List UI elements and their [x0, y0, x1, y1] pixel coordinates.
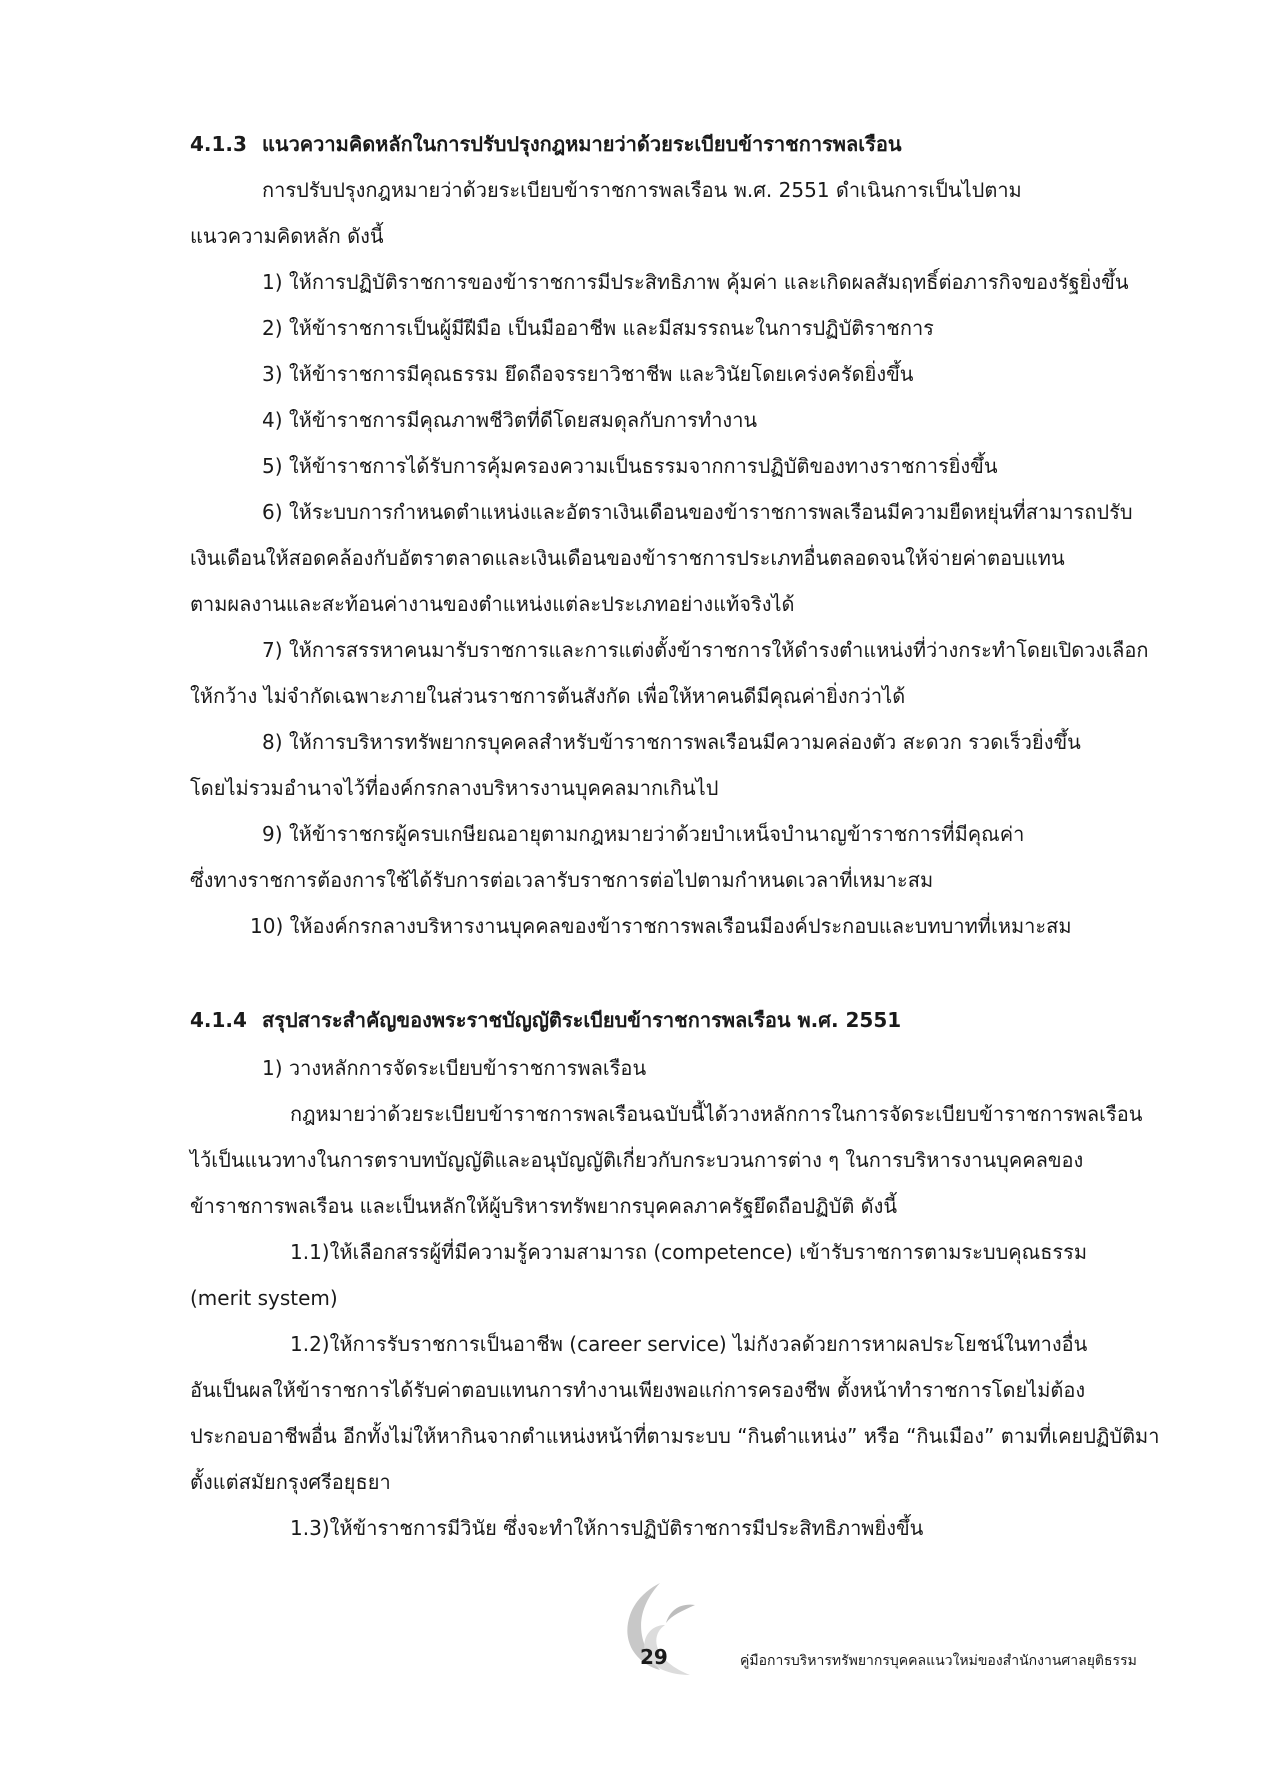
section-414-heading [190, 1008, 901, 1032]
point-1-2-line2: อันเป็นผลให้ข้าราชการได้รับค่าตอบแทนการทำงานเพียงพอแก่การครองชีพ ตั้งหน้าทำราชการโดยไม่ต้อง [190, 1378, 1086, 1402]
point-1-2-line4: ตั้งแต่สมัยกรุงศรีอยุธยา [190, 1470, 391, 1494]
list-item-7-line2: ให้กว้าง ไม่จำกัดเฉพาะภายในส่วนราชการต้นสังกัด เพื่อให้หาคนดีมีคุณค่ายิ่งกว่าได้ [190, 684, 906, 708]
section-414-para-line2: ไว้เป็นแนวทางในการตราบทบัญญัติและอนุบัญญัติเกี่ยวกับกระบวนการต่าง ๆ ในการบริหารงานบุคคลของ [190, 1148, 1084, 1172]
list-item-7-line1: 7) ให้การสรรหาคนมารับราชการและการแต่งตั้งข้าราชการให้ดำรงตำแหน่งที่ว่างกระทำโดยเปิดวงเลือก [262, 638, 1149, 662]
point-1-2-line1: 1.2)ให้การรับราชการเป็นอาชีพ (career service) ไม่กังวลด้วยการหาผลประโยชน์ในทางอื่น [290, 1332, 1088, 1356]
point-1-1-line2: (merit system) [190, 1286, 338, 1310]
list-item-6-line1: 6) ให้ระบบการกำหนดตำแหน่งและอัตราเงินเดือนของข้าราชการพลเรือนมีความยืดหยุ่นที่สามารถปรับ [262, 500, 1133, 524]
section-414-title: สรุปสาระสำคัญของพระราชบัญญัติระเบียบข้าราชการพลเรือน พ.ศ. 2551 [262, 1008, 902, 1032]
list-item-1: 1) ให้การปฏิบัติราชการของข้าราชการมีประสิทธิภาพ คุ้มค่า และเกิดผลสัมฤทธิ์ต่อภารกิจของรัฐยิ่งขึ้น [262, 270, 1129, 294]
list-item-9-line1: 9) ให้ข้าราชกรผู้ครบเกษียณอายุตามกฎหมายว่าด้วยบำเหน็จบำนาญข้าราชการที่มีคุณค่า [262, 822, 1025, 846]
point-1-2-line3: ประกอบอาชีพอื่น อีกทั้งไม่ให้หากินจากตำแหน่งหน้าที่ตามระบบ “กินตำแหน่ง” หรือ “กินเมือง” ตามที่เคยปฏิบัติมา [190, 1424, 1160, 1448]
list-item-6-line2: เงินเดือนให้สอดคล้องกับอัตราตลาดและเงินเดือนของข้าราชการประเภทอื่นตลอดจนให้จ่ายค่าตอบแทน [190, 546, 1065, 570]
section-414-number: 4.1.4 [190, 1008, 247, 1032]
section-413-intro-line2: แนวความคิดหลัก ดังนี้ [190, 224, 384, 248]
list-item-2: 2) ให้ข้าราชการเป็นผู้มีฝีมือ เป็นมืออาชีพ และมีสมรรถนะในการปฏิบัติราชการ [262, 316, 934, 340]
section-413-number: 4.1.3 [190, 132, 247, 156]
list-item-8-line1: 8) ให้การบริหารทรัพยากรบุคคลสำหรับข้าราชการพลเรือนมีความคล่องตัว สะดวก รวดเร็วยิ่งขึ้น [262, 730, 1081, 754]
point-1-3-line1: 1.3)ให้ข้าราชการมีวินัย ซึ่งจะทำให้การปฏิบัติราชการมีประสิทธิภาพยิ่งขึ้น [290, 1516, 924, 1540]
page-number: 29 [640, 1645, 668, 1669]
list-item-4: 4) ให้ข้าราชการมีคุณภาพชีวิตที่ดีโดยสมดุลกับการทำงาน [262, 408, 758, 432]
section-414-para-line3: ข้าราชการพลเรือน และเป็นหลักให้ผู้บริหารทรัพยากรบุคคลภาครัฐยึดถือปฏิบัติ ดังนี้ [190, 1194, 898, 1218]
list-item-5: 5) ให้ข้าราชการได้รับการคุ้มครองความเป็นธรรมจากการปฏิบัติของทางราชการยิ่งขึ้น [262, 454, 998, 478]
section-414-para-line1: กฎหมายว่าด้วยระเบียบข้าราชการพลเรือนฉบับนี้ได้วางหลักการในการจัดระเบียบข้าราชการพลเรือน [290, 1102, 1143, 1126]
section-414-sub1: 1) วางหลักการจัดระเบียบข้าราชการพลเรือน [262, 1056, 647, 1080]
list-item-8-line2: โดยไม่รวมอำนาจไว้ที่องค์กรกลางบริหารงานบุคคลมากเกินไป [190, 776, 719, 800]
list-item-10: 10) ให้องค์กรกลางบริหารงานบุคคลของข้าราชการพลเรือนมีองค์ประกอบและบทบาทที่เหมาะสม [250, 914, 1072, 938]
section-413-title: แนวความคิดหลักในการปรับปรุงกฎหมายว่าด้วยระเบียบข้าราชการพลเรือน [262, 132, 902, 156]
list-item-6-line3: ตามผลงานและสะท้อนค่างานของตำแหน่งแต่ละประเภทอย่างแท้จริงได้ [190, 592, 795, 616]
section-413-intro-line1: การปรับปรุงกฎหมายว่าด้วยระเบียบข้าราชการพลเรือน พ.ศ. 2551 ดำเนินการเป็นไปตาม [262, 178, 1022, 202]
footer-title: คู่มือการบริหารทรัพยากรบุคคลแนวใหม่ของสำนักงานศาลยุติธรรม [740, 1653, 1137, 1669]
list-item-3: 3) ให้ข้าราชการมีคุณธรรม ยึดถือจรรยาวิชาชีพ และวินัยโดยเคร่งครัดยิ่งขึ้น [262, 362, 914, 386]
section-413-heading [190, 132, 902, 156]
point-1-1-line1: 1.1)ให้เลือกสรรผู้ที่มีความรู้ความสามารถ (competence) เข้ารับราชการตามระบบคุณธรรม [290, 1240, 1088, 1264]
list-item-9-line2: ซึ่งทางราชการต้องการใช้ได้รับการต่อเวลารับราชการต่อไปตามกำหนดเวลาที่เหมาะสม [190, 868, 934, 892]
